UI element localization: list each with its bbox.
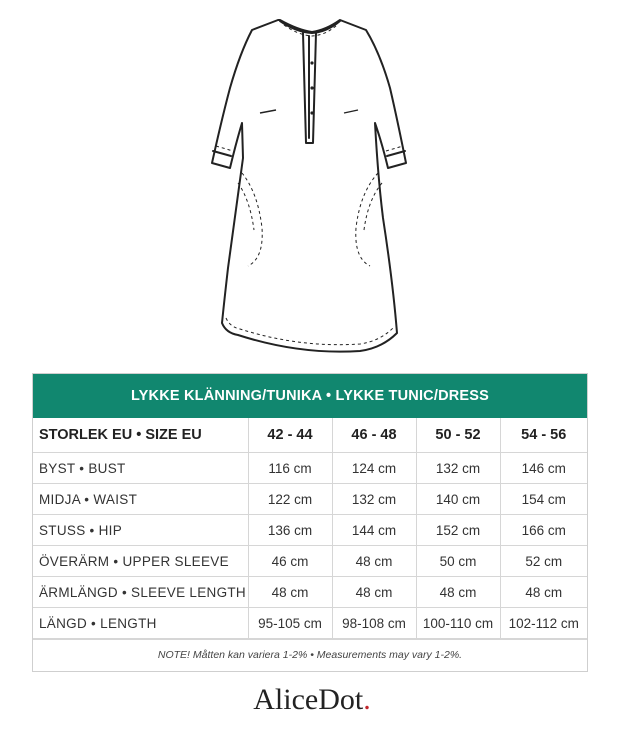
cell-value: 122 cm [248,484,332,515]
size-col-header: 50 - 52 [416,418,500,453]
cell-value: 146 cm [500,453,587,484]
row-label: LÄNGD • LENGTH [33,608,248,639]
cell-value: 100-110 cm [416,608,500,639]
cell-value: 52 cm [500,546,587,577]
cell-value: 140 cm [416,484,500,515]
logo-text: AliceDot [253,683,364,716]
size-col-header: 54 - 56 [500,418,587,453]
cell-value: 48 cm [248,577,332,608]
table-title: LYKKE KLÄNNING/TUNIKA • LYKKE TUNIC/DRESS [33,374,587,418]
row-label: ÄRMLÄNGD • SLEEVE LENGTH [33,577,248,608]
row-label: MIDJA • WAIST [33,484,248,515]
cell-value: 46 cm [248,546,332,577]
cell-value: 48 cm [416,577,500,608]
cell-value: 50 cm [416,546,500,577]
size-header-label: STORLEK EU • SIZE EU [33,418,248,453]
measurement-note: NOTE! Måtten kan variera 1-2% • Measurements may vary 1-2%. [33,639,587,671]
size-col-header: 42 - 44 [248,418,332,453]
cell-value: 116 cm [248,453,332,484]
table-row [33,453,587,484]
cell-value: 95-105 cm [248,608,332,639]
cell-value: 166 cm [500,515,587,546]
row-label: STUSS • HIP [33,515,248,546]
dress-illustration [200,18,420,363]
size-col-header: 46 - 48 [332,418,416,453]
size-table [33,418,587,639]
cell-value: 154 cm [500,484,587,515]
cell-value: 48 cm [500,577,587,608]
cell-value: 132 cm [416,453,500,484]
table-row [33,608,587,639]
row-label: BYST • BUST [33,453,248,484]
cell-value: 136 cm [248,515,332,546]
cell-value: 144 cm [332,515,416,546]
cell-value: 152 cm [416,515,500,546]
table-row [33,515,587,546]
logo-dot-icon: . [363,683,371,716]
size-chart [32,373,588,672]
table-row [33,577,587,608]
table-row [33,484,587,515]
cell-value: 102-112 cm [500,608,587,639]
cell-value: 98-108 cm [332,608,416,639]
table-header-row [33,418,587,453]
cell-value: 132 cm [332,484,416,515]
table-row [33,546,587,577]
cell-value: 48 cm [332,546,416,577]
cell-value: 124 cm [332,453,416,484]
row-label: ÖVERÄRM • UPPER SLEEVE [33,546,248,577]
cell-value: 48 cm [332,577,416,608]
brand-logo [0,683,624,717]
